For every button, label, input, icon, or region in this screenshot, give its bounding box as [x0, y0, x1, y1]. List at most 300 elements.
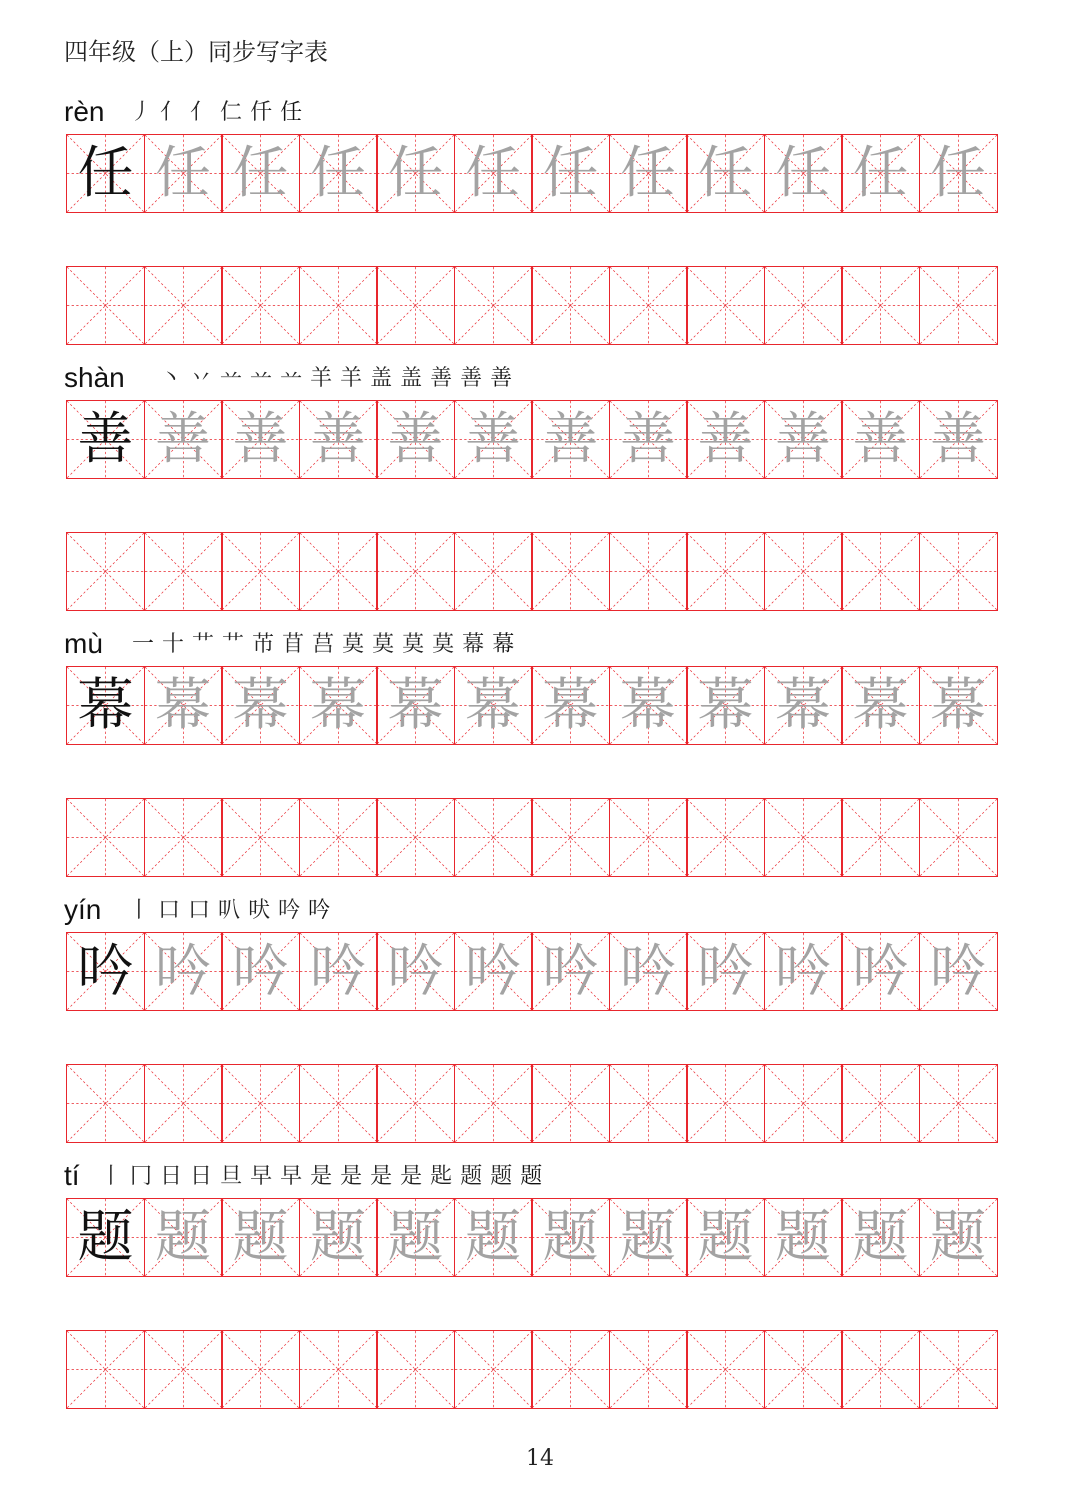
stroke-step: 丶	[160, 366, 183, 391]
stroke-step: 亻	[190, 100, 213, 125]
practice-blank-cell[interactable]	[919, 1064, 998, 1143]
practice-cell	[919, 1198, 998, 1277]
mi-grid-guides	[687, 1065, 764, 1142]
pinyin-row	[64, 620, 103, 660]
stroke-step: 幕	[492, 632, 515, 657]
practice-cell	[531, 666, 610, 745]
pinyin-row	[64, 1152, 80, 1192]
stroke-step: 丨	[100, 1164, 123, 1189]
practice-cell	[299, 134, 378, 213]
mi-grid-guides	[67, 1065, 144, 1142]
practice-cell	[609, 666, 688, 745]
practice-blank-cell[interactable]	[221, 266, 300, 345]
trace-character: 善	[387, 406, 444, 472]
pinyin-label: mù	[64, 628, 103, 659]
practice-cell	[919, 932, 998, 1011]
stroke-step: 早	[250, 1164, 273, 1189]
practice-blank-cell[interactable]	[376, 1330, 455, 1409]
practice-blank-cell[interactable]	[376, 1064, 455, 1143]
practice-cell	[66, 932, 145, 1011]
practice-cell	[144, 134, 223, 213]
mi-grid-guides	[920, 1331, 997, 1408]
practice-cell	[221, 1198, 300, 1277]
practice-blank-cell[interactable]	[144, 798, 223, 877]
practice-blank-cell[interactable]	[609, 798, 688, 877]
practice-cell	[221, 134, 300, 213]
mi-grid-guides	[455, 799, 532, 876]
stroke-step: 丿	[130, 100, 153, 125]
stroke-order-sequence	[128, 886, 338, 926]
trace-character: 幕	[852, 672, 909, 738]
practice-blank-cell[interactable]	[609, 1330, 688, 1409]
mi-grid-guides	[67, 799, 144, 876]
practice-blank-cell[interactable]	[299, 532, 378, 611]
practice-blank-cell[interactable]	[454, 798, 533, 877]
stroke-step: 匙	[430, 1164, 453, 1189]
practice-cell	[531, 134, 610, 213]
stroke-step: 口	[158, 898, 181, 923]
mi-grid-guides	[67, 533, 144, 610]
trace-character: 任	[852, 140, 909, 206]
practice-blank-cell[interactable]	[299, 1064, 378, 1143]
stroke-step: 莒	[312, 632, 335, 657]
trace-character: 善	[775, 406, 831, 472]
trace-character: 吟	[697, 938, 754, 1004]
mi-grid-guides	[222, 533, 299, 610]
stroke-step: 日	[160, 1164, 183, 1189]
practice-cell	[764, 666, 843, 745]
practice-blank-cell[interactable]	[531, 798, 610, 877]
mi-grid-guides	[377, 533, 454, 610]
practice-cell	[531, 400, 610, 479]
blank-practice-grid-row	[66, 532, 1014, 611]
mi-grid-guides	[532, 267, 609, 344]
practice-cell	[454, 400, 533, 479]
practice-blank-cell[interactable]	[919, 532, 998, 611]
trace-character: 幕	[387, 672, 444, 738]
stroke-step: 䒑	[280, 366, 303, 391]
practice-blank-cell[interactable]	[609, 266, 688, 345]
model-character: 任	[77, 140, 134, 206]
trace-character: 题	[155, 1204, 211, 1270]
practice-cell	[376, 932, 455, 1011]
practice-cell	[609, 134, 688, 213]
practice-blank-cell[interactable]	[609, 532, 688, 611]
practice-cell	[66, 1198, 145, 1277]
mi-grid-guides	[377, 1065, 454, 1142]
stroke-step: 是	[310, 1164, 333, 1189]
stroke-step: 䒑	[220, 366, 243, 391]
trace-character: 题	[930, 1204, 986, 1270]
stroke-step: 吟	[308, 898, 331, 923]
practice-cell	[66, 400, 145, 479]
mi-grid-guides	[455, 1065, 532, 1142]
trace-character: 题	[232, 1204, 289, 1270]
practice-blank-cell[interactable]	[686, 1330, 765, 1409]
model-character: 善	[77, 406, 134, 472]
mi-grid-guides	[687, 267, 764, 344]
trace-character: 任	[310, 140, 366, 206]
trace-character: 吟	[387, 938, 444, 1004]
stroke-step: 是	[340, 1164, 363, 1189]
practice-cell	[221, 400, 300, 479]
practice-blank-cell[interactable]	[841, 798, 920, 877]
trace-character: 任	[542, 140, 599, 206]
stroke-step: 莫	[432, 632, 455, 657]
practice-blank-cell[interactable]	[376, 266, 455, 345]
page-title: 四年级（上）同步写字表	[64, 38, 328, 66]
mi-grid-guides	[920, 533, 997, 610]
stroke-step: 善	[460, 366, 483, 391]
tracing-grid-row	[66, 400, 1014, 479]
practice-cell	[531, 1198, 610, 1277]
mi-grid-guides	[300, 1331, 377, 1408]
trace-character: 题	[310, 1204, 366, 1270]
trace-character: 善	[310, 406, 366, 472]
mi-grid-guides	[842, 1331, 919, 1408]
stroke-step: 十	[162, 632, 185, 657]
stroke-step: 吟	[278, 898, 301, 923]
trace-character: 题	[542, 1204, 599, 1270]
practice-cell	[686, 1198, 765, 1277]
mi-grid-guides	[842, 1065, 919, 1142]
mi-grid-guides	[842, 267, 919, 344]
stroke-step: 任	[280, 100, 303, 125]
mi-grid-guides	[920, 1065, 997, 1142]
practice-cell	[144, 400, 223, 479]
trace-character: 吟	[620, 938, 676, 1004]
stroke-step: 叭	[218, 898, 241, 923]
mi-grid-guides	[610, 533, 687, 610]
practice-blank-cell[interactable]	[66, 532, 145, 611]
practice-cell	[454, 134, 533, 213]
practice-blank-cell[interactable]	[454, 266, 533, 345]
stroke-step: 早	[280, 1164, 303, 1189]
trace-character: 幕	[620, 672, 676, 738]
practice-blank-cell[interactable]	[531, 532, 610, 611]
practice-blank-cell[interactable]	[841, 1064, 920, 1143]
model-character: 幕	[77, 672, 134, 738]
mi-grid-guides	[67, 1331, 144, 1408]
practice-blank-cell[interactable]	[841, 532, 920, 611]
practice-cell	[841, 932, 920, 1011]
practice-blank-cell[interactable]	[376, 798, 455, 877]
practice-cell	[686, 400, 765, 479]
trace-character: 幕	[155, 672, 211, 738]
practice-cell	[764, 1198, 843, 1277]
trace-character: 幕	[465, 672, 521, 738]
practice-cell	[686, 932, 765, 1011]
practice-cell	[454, 666, 533, 745]
practice-blank-cell[interactable]	[764, 266, 843, 345]
mi-grid-guides	[920, 267, 997, 344]
mi-grid-guides	[145, 267, 222, 344]
trace-character: 善	[155, 406, 211, 472]
practice-blank-cell[interactable]	[919, 266, 998, 345]
practice-blank-cell[interactable]	[144, 266, 223, 345]
trace-character: 善	[542, 406, 599, 472]
trace-character: 幕	[542, 672, 599, 738]
mi-grid-guides	[687, 1331, 764, 1408]
practice-blank-cell[interactable]	[454, 1330, 533, 1409]
stroke-order-sequence	[100, 1152, 550, 1192]
trace-character: 幕	[310, 672, 366, 738]
practice-blank-cell[interactable]	[609, 1064, 688, 1143]
model-character: 题	[77, 1204, 134, 1270]
practice-cell	[299, 666, 378, 745]
practice-blank-cell[interactable]	[841, 1330, 920, 1409]
trace-character: 任	[155, 140, 211, 206]
trace-character: 吟	[465, 938, 521, 1004]
mi-grid-guides	[920, 799, 997, 876]
pinyin-label: shàn	[64, 362, 125, 393]
mi-grid-guides	[455, 267, 532, 344]
tracing-grid-row	[66, 1198, 1014, 1277]
stroke-step: 旦	[220, 1164, 243, 1189]
practice-cell	[531, 932, 610, 1011]
practice-blank-cell[interactable]	[454, 1064, 533, 1143]
practice-blank-cell[interactable]	[764, 798, 843, 877]
practice-blank-cell[interactable]	[686, 798, 765, 877]
practice-cell	[144, 932, 223, 1011]
practice-blank-cell[interactable]	[66, 798, 145, 877]
trace-character: 任	[620, 140, 676, 206]
stroke-step: 芇	[252, 632, 275, 657]
mi-grid-guides	[222, 267, 299, 344]
stroke-step: 艹	[222, 632, 245, 657]
trace-character: 吟	[310, 938, 366, 1004]
mi-grid-guides	[377, 1331, 454, 1408]
stroke-step: 吠	[248, 898, 271, 923]
practice-blank-cell[interactable]	[919, 798, 998, 877]
mi-grid-guides	[145, 533, 222, 610]
practice-blank-cell[interactable]	[221, 1064, 300, 1143]
blank-practice-grid-row	[66, 1330, 1014, 1409]
pinyin-label: tí	[64, 1160, 80, 1191]
pinyin-label: rèn	[64, 96, 105, 127]
practice-blank-cell[interactable]	[841, 266, 920, 345]
stroke-step: 苜	[282, 632, 305, 657]
stroke-step: 冂	[130, 1164, 153, 1189]
practice-blank-cell[interactable]	[764, 1330, 843, 1409]
stroke-step: 日	[190, 1164, 213, 1189]
stroke-step: 是	[370, 1164, 393, 1189]
practice-cell	[221, 932, 300, 1011]
practice-cell	[764, 400, 843, 479]
mi-grid-guides	[300, 1065, 377, 1142]
practice-blank-cell[interactable]	[66, 1064, 145, 1143]
stroke-step: 仁	[220, 100, 243, 125]
stroke-order-sequence	[132, 620, 522, 660]
stroke-step: 善	[430, 366, 453, 391]
practice-blank-cell[interactable]	[299, 1330, 378, 1409]
practice-cell	[299, 400, 378, 479]
model-character: 吟	[77, 938, 134, 1004]
practice-cell	[144, 1198, 223, 1277]
stroke-order-sequence	[160, 354, 520, 394]
pinyin-row	[64, 88, 104, 128]
practice-cell	[454, 932, 533, 1011]
practice-cell	[764, 134, 843, 213]
practice-cell	[376, 666, 455, 745]
practice-blank-cell[interactable]	[221, 532, 300, 611]
practice-cell	[144, 666, 223, 745]
mi-grid-guides	[532, 799, 609, 876]
practice-cell	[609, 1198, 688, 1277]
practice-cell	[919, 400, 998, 479]
mi-grid-guides	[67, 267, 144, 344]
trace-character: 吟	[852, 938, 909, 1004]
pinyin-label: yín	[64, 894, 102, 925]
stroke-step: 莫	[342, 632, 365, 657]
mi-grid-guides	[765, 533, 842, 610]
practice-blank-cell[interactable]	[66, 266, 145, 345]
stroke-step: 题	[460, 1164, 483, 1189]
stroke-step: 丷	[190, 366, 213, 391]
stroke-step: 亻	[160, 100, 183, 125]
mi-grid-guides	[145, 1331, 222, 1408]
trace-character: 任	[697, 140, 754, 206]
trace-character: 吟	[155, 938, 211, 1004]
blank-practice-grid-row	[66, 798, 1014, 877]
mi-grid-guides	[765, 1331, 842, 1408]
practice-blank-cell[interactable]	[144, 532, 223, 611]
practice-blank-cell[interactable]	[764, 1064, 843, 1143]
practice-cell	[376, 400, 455, 479]
mi-grid-guides	[455, 533, 532, 610]
practice-blank-cell[interactable]	[764, 532, 843, 611]
trace-character: 善	[232, 406, 289, 472]
stroke-step: 莫	[402, 632, 425, 657]
practice-blank-cell[interactable]	[221, 1330, 300, 1409]
practice-cell	[841, 400, 920, 479]
practice-blank-cell[interactable]	[686, 1064, 765, 1143]
trace-character: 任	[465, 140, 521, 206]
practice-blank-cell[interactable]	[299, 266, 378, 345]
practice-blank-cell[interactable]	[531, 1064, 610, 1143]
practice-cell	[919, 134, 998, 213]
tracing-grid-row	[66, 666, 1014, 745]
practice-cell	[299, 932, 378, 1011]
practice-cell	[764, 932, 843, 1011]
practice-blank-cell[interactable]	[919, 1330, 998, 1409]
practice-blank-cell[interactable]	[66, 1330, 145, 1409]
practice-cell	[66, 134, 145, 213]
stroke-step: 羊	[340, 366, 363, 391]
trace-character: 题	[697, 1204, 754, 1270]
mi-grid-guides	[765, 267, 842, 344]
stroke-step: 丨	[128, 898, 151, 923]
practice-cell	[221, 666, 300, 745]
practice-cell	[66, 666, 145, 745]
mi-grid-guides	[610, 1065, 687, 1142]
practice-cell	[299, 1198, 378, 1277]
mi-grid-guides	[532, 1331, 609, 1408]
stroke-step: 羊	[310, 366, 333, 391]
trace-character: 题	[775, 1204, 831, 1270]
page-number: 14	[526, 1446, 554, 1471]
trace-character: 题	[465, 1204, 521, 1270]
mi-grid-guides	[687, 799, 764, 876]
practice-blank-cell[interactable]	[531, 266, 610, 345]
mi-grid-guides	[532, 1065, 609, 1142]
trace-character: 幕	[775, 672, 831, 738]
stroke-step: 口	[188, 898, 211, 923]
trace-character: 任	[775, 140, 831, 206]
practice-cell	[841, 134, 920, 213]
mi-grid-guides	[300, 799, 377, 876]
mi-grid-guides	[610, 799, 687, 876]
mi-grid-guides	[300, 533, 377, 610]
mi-grid-guides	[145, 1065, 222, 1142]
practice-cell	[454, 1198, 533, 1277]
practice-cell	[919, 666, 998, 745]
trace-character: 题	[620, 1204, 676, 1270]
trace-character: 吟	[930, 938, 986, 1004]
mi-grid-guides	[842, 533, 919, 610]
practice-cell	[686, 666, 765, 745]
mi-grid-guides	[610, 1331, 687, 1408]
stroke-step: 艹	[192, 632, 215, 657]
practice-blank-cell[interactable]	[686, 532, 765, 611]
trace-character: 善	[852, 406, 909, 472]
trace-character: 任	[930, 140, 986, 206]
trace-character: 善	[697, 406, 754, 472]
mi-grid-guides	[222, 1065, 299, 1142]
practice-blank-cell[interactable]	[454, 532, 533, 611]
stroke-step: 䒑	[250, 366, 273, 391]
trace-character: 吟	[232, 938, 289, 1004]
trace-character: 吟	[542, 938, 599, 1004]
tracing-grid-row	[66, 932, 1014, 1011]
pinyin-row	[64, 886, 101, 926]
stroke-step: 题	[520, 1164, 543, 1189]
trace-character: 题	[387, 1204, 444, 1270]
practice-blank-cell[interactable]	[221, 798, 300, 877]
practice-blank-cell[interactable]	[686, 266, 765, 345]
stroke-step: 题	[490, 1164, 513, 1189]
practice-cell	[376, 1198, 455, 1277]
practice-blank-cell[interactable]	[299, 798, 378, 877]
mi-grid-guides	[222, 799, 299, 876]
practice-blank-cell[interactable]	[144, 1064, 223, 1143]
trace-character: 任	[387, 140, 444, 206]
trace-character: 善	[930, 406, 986, 472]
practice-blank-cell[interactable]	[376, 532, 455, 611]
practice-cell	[609, 400, 688, 479]
practice-cell	[841, 1198, 920, 1277]
stroke-step: 盖	[400, 366, 423, 391]
trace-character: 幕	[232, 672, 289, 738]
mi-grid-guides	[377, 267, 454, 344]
trace-character: 幕	[930, 672, 986, 738]
trace-character: 幕	[697, 672, 754, 738]
practice-cell	[686, 134, 765, 213]
mi-grid-guides	[300, 267, 377, 344]
mi-grid-guides	[687, 533, 764, 610]
mi-grid-guides	[532, 533, 609, 610]
stroke-step: 幕	[462, 632, 485, 657]
mi-grid-guides	[842, 799, 919, 876]
practice-blank-cell[interactable]	[144, 1330, 223, 1409]
stroke-order-sequence	[130, 88, 310, 128]
mi-grid-guides	[765, 799, 842, 876]
practice-blank-cell[interactable]	[531, 1330, 610, 1409]
blank-practice-grid-row	[66, 1064, 1014, 1143]
stroke-step: 善	[490, 366, 513, 391]
stroke-step: 盖	[370, 366, 393, 391]
trace-character: 题	[852, 1204, 909, 1270]
